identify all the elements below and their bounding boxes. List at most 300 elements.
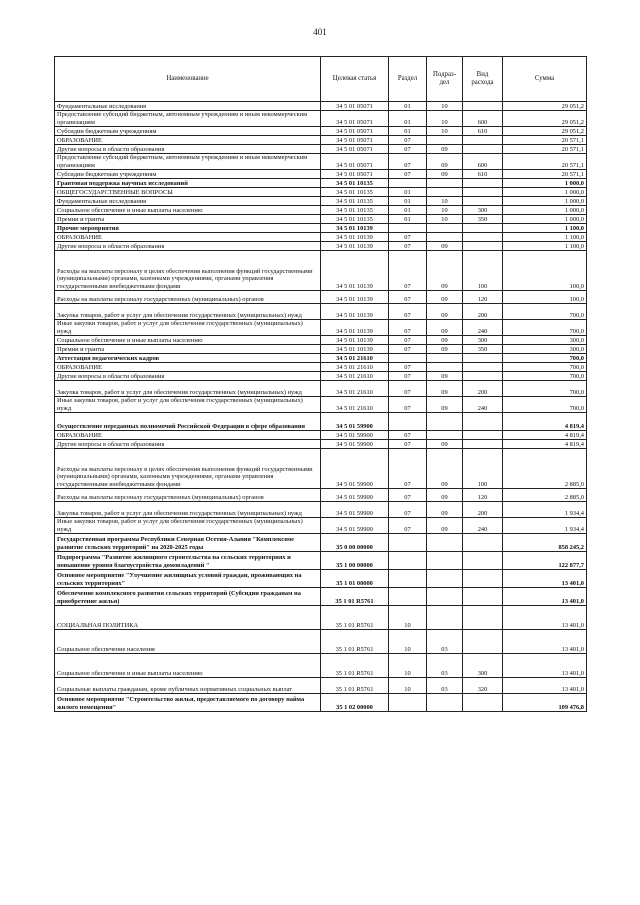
table-row <box>55 489 587 502</box>
cell-sum: 29 051,2 <box>503 111 587 127</box>
cell-expense-type <box>463 354 503 363</box>
table-row <box>55 102 587 111</box>
cell-expense-type: 200 <box>463 381 503 397</box>
cell-sum: 100,0 <box>503 291 587 304</box>
cell-sum: 13 401,0 <box>503 588 587 606</box>
cell-target: 34 5 01 59900 <box>321 518 389 534</box>
cell-section: 01 <box>389 215 427 224</box>
table-row <box>55 233 587 242</box>
cell-sum: 13 401,0 <box>503 654 587 678</box>
budget-table <box>54 56 587 712</box>
cell-name: Прочие мероприятия <box>55 224 321 233</box>
cell-target: 34 5 01 10139 <box>321 345 389 354</box>
table-row <box>55 397 587 413</box>
cell-section: 07 <box>389 170 427 179</box>
cell-target: 34 5 01 05071 <box>321 154 389 170</box>
cell-name: Иные закупки товаров, работ и услуг для обеспечения государственных (муниципальных) нужд <box>55 518 321 534</box>
cell-expense-type: 300 <box>463 336 503 345</box>
cell-name: Фундаментальные исследования <box>55 102 321 111</box>
cell-subsection: 09 <box>427 170 463 179</box>
table-row <box>55 336 587 345</box>
table-row <box>55 111 587 127</box>
cell-section: 07 <box>389 502 427 518</box>
cell-subsection <box>427 431 463 440</box>
cell-sum: 29 051,2 <box>503 127 587 136</box>
cell-expense-type: 300 <box>463 654 503 678</box>
cell-target: 34 5 01 05071 <box>321 102 389 111</box>
cell-subsection <box>427 588 463 606</box>
cell-expense-type <box>463 694 503 712</box>
cell-name: СОЦИАЛЬНАЯ ПОЛИТИКА <box>55 606 321 630</box>
cell-section: 07 <box>389 304 427 320</box>
cell-sum: 1 100,0 <box>503 224 587 233</box>
table-row <box>55 678 587 694</box>
cell-section: 07 <box>389 345 427 354</box>
cell-expense-type <box>463 136 503 145</box>
cell-expense-type <box>463 606 503 630</box>
cell-expense-type: 100 <box>463 251 503 291</box>
cell-target: 34 5 01 10139 <box>321 233 389 242</box>
table-row <box>55 242 587 251</box>
cell-target: 34 5 01 10139 <box>321 304 389 320</box>
cell-subsection: 09 <box>427 381 463 397</box>
cell-sum: 20 571,1 <box>503 145 587 154</box>
cell-expense-type <box>463 188 503 197</box>
cell-sum: 13 401,0 <box>503 606 587 630</box>
cell-name: Расходы на выплаты персоналу в целях обеспечения выполнения функций государственными (муниципальными) органами, казенными учреждениями, органами управления государственными внебюджетными фондами <box>55 251 321 291</box>
cell-name: Обеспечение комплексного развития сельских территорий (Субсидии гражданам на приобретение жилья) <box>55 588 321 606</box>
table-row <box>55 197 587 206</box>
table-row <box>55 518 587 534</box>
header-sum: Сумма <box>503 57 587 102</box>
cell-expense-type <box>463 242 503 251</box>
cell-target: 34 5 01 59900 <box>321 431 389 440</box>
cell-sum: 1 000,0 <box>503 197 587 206</box>
table-row <box>55 502 587 518</box>
table-row <box>55 215 587 224</box>
cell-sum: 29 051,2 <box>503 102 587 111</box>
cell-expense-type <box>463 440 503 449</box>
cell-sum: 109 476,8 <box>503 694 587 712</box>
cell-target: 34 5 01 21610 <box>321 363 389 372</box>
cell-sum: 700,0 <box>503 354 587 363</box>
cell-section: 07 <box>389 320 427 336</box>
cell-section: 07 <box>389 397 427 413</box>
cell-expense-type <box>463 552 503 570</box>
cell-section: 01 <box>389 111 427 127</box>
cell-target: 34 5 01 10135 <box>321 179 389 188</box>
table-row <box>55 136 587 145</box>
cell-target: 34 5 01 59900 <box>321 502 389 518</box>
cell-name: Закупка товаров, работ и услуг для обеспечения государственных (муниципальных) нужд <box>55 381 321 397</box>
cell-name: Подпрограмма "Развитие жилищного строительства на сельских территориях и повышение уровня благоустройства домовладений " <box>55 552 321 570</box>
cell-target: 35 1 01 00000 <box>321 570 389 588</box>
cell-section <box>389 588 427 606</box>
table-row <box>55 320 587 336</box>
cell-name: Расходы на выплаты персоналу в целях обеспечения выполнения функций государственными (муниципальными) органами, казенными учреждениями, органами управления государственными внебюджетными фондами <box>55 449 321 489</box>
header-subsection: Подраз- дел <box>427 57 463 102</box>
cell-name: Расходы на выплаты персоналу государственных (муниципальных) органов <box>55 291 321 304</box>
table-row <box>55 170 587 179</box>
cell-target: 34 5 01 59900 <box>321 413 389 431</box>
table-row <box>55 188 587 197</box>
table-row <box>55 570 587 588</box>
cell-subsection: 09 <box>427 489 463 502</box>
cell-section: 10 <box>389 654 427 678</box>
cell-subsection: 10 <box>427 206 463 215</box>
table-row <box>55 630 587 654</box>
cell-expense-type: 350 <box>463 345 503 354</box>
cell-name: Социальное обеспечение и иные выплаты населению <box>55 654 321 678</box>
cell-subsection <box>427 694 463 712</box>
cell-name: Другие вопросы в области образования <box>55 145 321 154</box>
cell-sum: 700,0 <box>503 381 587 397</box>
cell-subsection: 10 <box>427 127 463 136</box>
cell-name: Предоставление субсидий бюджетным, автономным учреждениям и иным некоммерческим организациям <box>55 111 321 127</box>
cell-sum: 4 819,4 <box>503 413 587 431</box>
cell-expense-type <box>463 197 503 206</box>
cell-sum: 700,0 <box>503 363 587 372</box>
cell-section: 07 <box>389 336 427 345</box>
cell-name: Аттестация педагогических кадров <box>55 354 321 363</box>
cell-name: Другие вопросы в области образования <box>55 242 321 251</box>
cell-section <box>389 694 427 712</box>
cell-section <box>389 570 427 588</box>
cell-sum: 2 885,0 <box>503 489 587 502</box>
header-target: Целевая статья <box>321 57 389 102</box>
cell-target: 35 1 01 R5761 <box>321 654 389 678</box>
header-name: Наименование <box>55 57 321 102</box>
cell-sum: 700,0 <box>503 372 587 381</box>
cell-target: 34 5 01 10139 <box>321 242 389 251</box>
cell-expense-type: 240 <box>463 518 503 534</box>
cell-subsection: 09 <box>427 502 463 518</box>
cell-sum: 20 571,1 <box>503 154 587 170</box>
cell-expense-type: 610 <box>463 127 503 136</box>
cell-section: 01 <box>389 206 427 215</box>
cell-name: Государственная программа Республики Северная Осетия-Алания "Комплексное развитие сельских территорий" на 2020-2025 годы <box>55 534 321 552</box>
cell-subsection <box>427 233 463 242</box>
table-row <box>55 534 587 552</box>
cell-sum: 858 245,2 <box>503 534 587 552</box>
cell-subsection: 03 <box>427 678 463 694</box>
cell-section: 07 <box>389 489 427 502</box>
cell-target: 35 1 01 R5761 <box>321 630 389 654</box>
cell-section: 07 <box>389 145 427 154</box>
cell-section: 10 <box>389 606 427 630</box>
cell-target: 34 5 01 59900 <box>321 449 389 489</box>
cell-target: 34 5 01 05071 <box>321 111 389 127</box>
cell-sum: 300,0 <box>503 336 587 345</box>
cell-expense-type: 600 <box>463 111 503 127</box>
cell-target: 35 1 00 00000 <box>321 552 389 570</box>
table-row <box>55 145 587 154</box>
cell-expense-type: 240 <box>463 320 503 336</box>
cell-target: 35 1 01 R5761 <box>321 678 389 694</box>
cell-subsection <box>427 179 463 188</box>
cell-target: 34 5 01 05071 <box>321 170 389 179</box>
cell-section: 07 <box>389 518 427 534</box>
cell-subsection: 09 <box>427 372 463 381</box>
cell-target: 35 1 01 R5761 <box>321 606 389 630</box>
cell-sum: 100,0 <box>503 251 587 291</box>
cell-sum: 1 000,0 <box>503 188 587 197</box>
cell-target: 34 5 01 21610 <box>321 397 389 413</box>
cell-subsection: 09 <box>427 304 463 320</box>
cell-sum: 1 000,0 <box>503 179 587 188</box>
header-row <box>55 57 587 102</box>
cell-target: 34 5 01 21610 <box>321 381 389 397</box>
cell-name: ОБРАЗОВАНИЕ <box>55 136 321 145</box>
cell-sum: 20 571,1 <box>503 136 587 145</box>
cell-expense-type <box>463 413 503 431</box>
table-row <box>55 694 587 712</box>
cell-section <box>389 413 427 431</box>
cell-name: Субсидии бюджетным учреждениям <box>55 127 321 136</box>
cell-expense-type <box>463 431 503 440</box>
cell-expense-type: 610 <box>463 170 503 179</box>
cell-name: Социальное обеспечение и иные выплаты населению <box>55 206 321 215</box>
cell-target: 34 5 01 59900 <box>321 440 389 449</box>
cell-expense-type <box>463 179 503 188</box>
cell-sum: 700,0 <box>503 397 587 413</box>
table-row <box>55 440 587 449</box>
table-row <box>55 206 587 215</box>
table-row <box>55 381 587 397</box>
cell-expense-type: 200 <box>463 304 503 320</box>
cell-name: Иные закупки товаров, работ и услуг для обеспечения государственных (муниципальных) нужд <box>55 397 321 413</box>
cell-section: 07 <box>389 242 427 251</box>
table-row <box>55 179 587 188</box>
cell-section: 01 <box>389 197 427 206</box>
cell-expense-type: 320 <box>463 678 503 694</box>
cell-expense-type <box>463 630 503 654</box>
table-row <box>55 127 587 136</box>
cell-expense-type <box>463 224 503 233</box>
cell-sum: 300,0 <box>503 345 587 354</box>
cell-name: ОБРАЗОВАНИЕ <box>55 431 321 440</box>
cell-subsection <box>427 534 463 552</box>
cell-sum: 1 000,0 <box>503 206 587 215</box>
cell-target: 35 1 01 R5761 <box>321 588 389 606</box>
table-row <box>55 413 587 431</box>
cell-sum: 13 401,0 <box>503 630 587 654</box>
cell-section: 07 <box>389 291 427 304</box>
cell-name: Закупка товаров, работ и услуг для обеспечения государственных (муниципальных) нужд <box>55 304 321 320</box>
cell-subsection <box>427 606 463 630</box>
table-row <box>55 431 587 440</box>
cell-sum: 2 885,0 <box>503 449 587 489</box>
cell-expense-type <box>463 102 503 111</box>
cell-subsection: 09 <box>427 397 463 413</box>
table-row <box>55 224 587 233</box>
cell-name: Закупка товаров, работ и услуг для обеспечения государственных (муниципальных) нужд <box>55 502 321 518</box>
cell-section: 07 <box>389 363 427 372</box>
cell-subsection: 09 <box>427 291 463 304</box>
cell-target: 34 5 01 59900 <box>321 489 389 502</box>
cell-name: Социальное обеспечение населения <box>55 630 321 654</box>
cell-sum: 1 934,4 <box>503 518 587 534</box>
cell-subsection <box>427 570 463 588</box>
cell-sum: 20 571,1 <box>503 170 587 179</box>
cell-expense-type <box>463 363 503 372</box>
cell-name: Основное мероприятие "Строительство жилья, предоставляемого по договору найма жилого помещения" <box>55 694 321 712</box>
cell-section: 07 <box>389 381 427 397</box>
cell-subsection: 09 <box>427 251 463 291</box>
table-row <box>55 154 587 170</box>
cell-expense-type: 100 <box>463 449 503 489</box>
cell-target: 35 0 00 00000 <box>321 534 389 552</box>
cell-target: 34 5 01 10135 <box>321 197 389 206</box>
table-row <box>55 363 587 372</box>
cell-subsection: 09 <box>427 320 463 336</box>
cell-name: Основное мероприятие "Улучшение жилищных условий граждан, проживающих на сельских территориях" <box>55 570 321 588</box>
cell-subsection: 09 <box>427 345 463 354</box>
cell-sum: 1 934,4 <box>503 502 587 518</box>
cell-target: 34 5 01 10135 <box>321 215 389 224</box>
cell-name: ОБРАЗОВАНИЕ <box>55 363 321 372</box>
cell-expense-type <box>463 588 503 606</box>
table-row <box>55 449 587 489</box>
cell-section: 01 <box>389 102 427 111</box>
cell-sum: 13 401,0 <box>503 678 587 694</box>
cell-expense-type <box>463 570 503 588</box>
cell-sum: 1 100,0 <box>503 242 587 251</box>
cell-name: ОБЩЕГОСУДАРСТВЕННЫЕ ВОПРОСЫ <box>55 188 321 197</box>
cell-subsection <box>427 552 463 570</box>
cell-name: Премии и гранты <box>55 215 321 224</box>
cell-name: Предоставление субсидий бюджетным, автономным учреждениям и иным некоммерческим организациям <box>55 154 321 170</box>
cell-expense-type <box>463 372 503 381</box>
cell-section: 01 <box>389 127 427 136</box>
cell-target: 34 5 01 10139 <box>321 224 389 233</box>
cell-subsection <box>427 136 463 145</box>
cell-sum: 13 401,0 <box>503 570 587 588</box>
cell-target: 34 5 01 10139 <box>321 336 389 345</box>
cell-subsection <box>427 363 463 372</box>
cell-section: 07 <box>389 233 427 242</box>
cell-section: 07 <box>389 136 427 145</box>
cell-target: 34 5 01 10139 <box>321 320 389 336</box>
cell-expense-type: 600 <box>463 154 503 170</box>
cell-sum: 1 100,0 <box>503 233 587 242</box>
cell-section: 07 <box>389 440 427 449</box>
cell-section: 01 <box>389 188 427 197</box>
cell-section <box>389 179 427 188</box>
cell-name: Другие вопросы в области образования <box>55 440 321 449</box>
cell-expense-type: 200 <box>463 502 503 518</box>
cell-expense-type: 120 <box>463 489 503 502</box>
table-row <box>55 251 587 291</box>
cell-subsection: 09 <box>427 242 463 251</box>
cell-subsection: 10 <box>427 197 463 206</box>
cell-section: 07 <box>389 251 427 291</box>
cell-target: 34 5 01 10135 <box>321 206 389 215</box>
cell-subsection: 09 <box>427 154 463 170</box>
cell-subsection: 09 <box>427 449 463 489</box>
cell-subsection: 09 <box>427 145 463 154</box>
cell-subsection: 09 <box>427 440 463 449</box>
cell-section <box>389 354 427 363</box>
cell-section: 07 <box>389 372 427 381</box>
cell-subsection <box>427 413 463 431</box>
cell-section <box>389 534 427 552</box>
cell-name: Осуществление переданных полномочий Российской Федерации в сфере образования <box>55 413 321 431</box>
cell-subsection: 09 <box>427 518 463 534</box>
cell-section <box>389 552 427 570</box>
cell-section <box>389 224 427 233</box>
cell-target: 35 1 02 00000 <box>321 694 389 712</box>
cell-name: Субсидии бюджетным учреждениям <box>55 170 321 179</box>
cell-expense-type: 120 <box>463 291 503 304</box>
table-row <box>55 372 587 381</box>
cell-subsection: 10 <box>427 111 463 127</box>
cell-name: Другие вопросы в области образования <box>55 372 321 381</box>
cell-target: 34 5 01 05071 <box>321 145 389 154</box>
page-number: 401 <box>313 27 327 37</box>
cell-subsection <box>427 354 463 363</box>
cell-name: Социальное обеспечение и иные выплаты населению <box>55 336 321 345</box>
table-row <box>55 291 587 304</box>
cell-name: ОБРАЗОВАНИЕ <box>55 233 321 242</box>
cell-subsection: 10 <box>427 102 463 111</box>
cell-target: 34 5 01 05071 <box>321 136 389 145</box>
cell-expense-type <box>463 233 503 242</box>
cell-expense-type: 240 <box>463 397 503 413</box>
cell-expense-type: 350 <box>463 215 503 224</box>
cell-name: Расходы на выплаты персоналу государственных (муниципальных) органов <box>55 489 321 502</box>
cell-target: 34 5 01 21610 <box>321 354 389 363</box>
table-row <box>55 654 587 678</box>
cell-subsection <box>427 188 463 197</box>
cell-subsection: 10 <box>427 215 463 224</box>
cell-target: 34 5 01 05071 <box>321 127 389 136</box>
cell-name: Грантовая поддержка научных исследований <box>55 179 321 188</box>
cell-section: 10 <box>389 678 427 694</box>
table-row <box>55 606 587 630</box>
cell-target: 34 5 01 10135 <box>321 188 389 197</box>
cell-subsection: 03 <box>427 630 463 654</box>
table-row <box>55 354 587 363</box>
header-section: Раздел <box>389 57 427 102</box>
cell-subsection <box>427 224 463 233</box>
cell-subsection: 03 <box>427 654 463 678</box>
cell-expense-type <box>463 145 503 154</box>
cell-expense-type: 300 <box>463 206 503 215</box>
cell-name: Фундаментальные исследования <box>55 197 321 206</box>
cell-sum: 700,0 <box>503 320 587 336</box>
cell-target: 34 5 01 10139 <box>321 251 389 291</box>
cell-subsection: 09 <box>427 336 463 345</box>
cell-name: Иные закупки товаров, работ и услуг для обеспечения государственных (муниципальных) нужд <box>55 320 321 336</box>
table-row <box>55 588 587 606</box>
cell-section: 07 <box>389 431 427 440</box>
cell-sum: 4 819,4 <box>503 431 587 440</box>
cell-target: 34 5 01 21610 <box>321 372 389 381</box>
header-expense-type: Вид расхода <box>463 57 503 102</box>
cell-sum: 700,0 <box>503 304 587 320</box>
cell-name: Премии и гранты <box>55 345 321 354</box>
table-row <box>55 304 587 320</box>
table-row <box>55 345 587 354</box>
cell-section: 10 <box>389 630 427 654</box>
cell-expense-type <box>463 534 503 552</box>
cell-sum: 1 000,0 <box>503 215 587 224</box>
cell-section: 07 <box>389 449 427 489</box>
table-row <box>55 552 587 570</box>
cell-target: 34 5 01 10139 <box>321 291 389 304</box>
cell-sum: 122 877,7 <box>503 552 587 570</box>
